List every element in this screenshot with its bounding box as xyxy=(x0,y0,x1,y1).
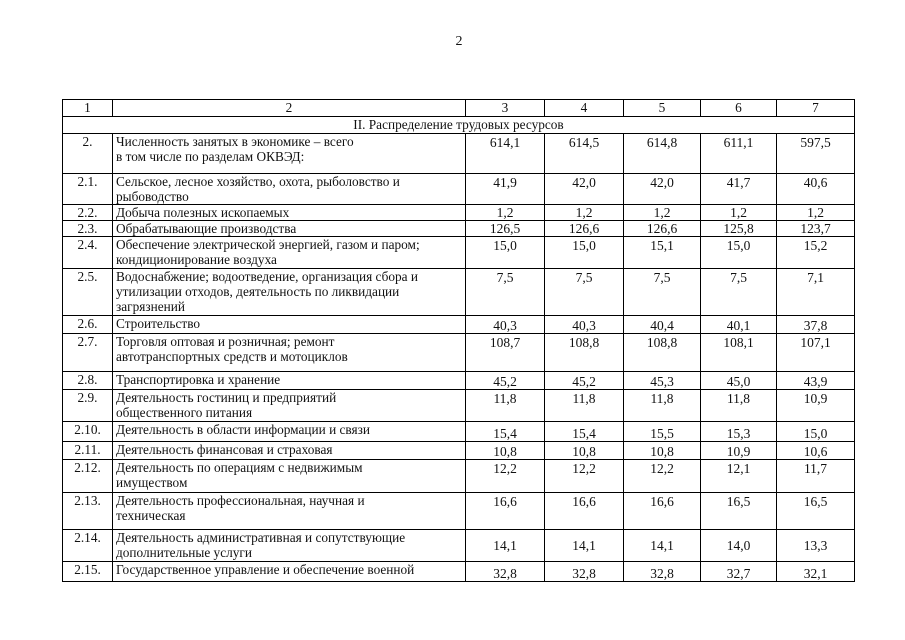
value-cell: 45,2 xyxy=(545,372,624,390)
row-name-line: Деятельность по операциям с недвижимым xyxy=(116,460,363,475)
value-cell: 14,0 xyxy=(701,530,777,562)
value-cell: 126,6 xyxy=(624,221,701,237)
row-code: 2.12. xyxy=(63,460,113,493)
header-cell: 6 xyxy=(701,100,777,117)
value-cell: 40,1 xyxy=(701,316,777,334)
value-cell: 14,1 xyxy=(466,530,545,562)
value-cell: 32,1 xyxy=(777,562,855,582)
value-cell: 11,8 xyxy=(624,390,701,422)
value-cell: 45,0 xyxy=(701,372,777,390)
value-cell: 40,4 xyxy=(624,316,701,334)
row-name-line: техническая xyxy=(116,508,186,523)
row-name-line: Численность занятых в экономике – всего xyxy=(116,134,354,149)
value-cell: 45,2 xyxy=(466,372,545,390)
value-cell: 15,4 xyxy=(466,422,545,442)
value-cell: 1,2 xyxy=(466,205,545,221)
row-name-line: Деятельность гостиниц и предприятий xyxy=(116,390,337,405)
row-name xyxy=(113,372,466,390)
table-row xyxy=(63,134,855,174)
row-name xyxy=(113,530,466,562)
value-cell: 7,5 xyxy=(466,269,545,316)
table-row xyxy=(63,237,855,269)
row-name-line: Деятельность административная и сопутствующие xyxy=(116,530,406,545)
value-cell: 15,0 xyxy=(701,237,777,269)
value-cell: 597,5 xyxy=(777,134,855,174)
row-name xyxy=(113,134,466,174)
value-cell: 15,1 xyxy=(624,237,701,269)
value-cell: 11,8 xyxy=(545,390,624,422)
value-cell: 14,1 xyxy=(624,530,701,562)
row-name xyxy=(113,174,466,205)
row-name-line: загрязнений xyxy=(116,299,185,314)
value-cell: 108,7 xyxy=(466,334,545,372)
section-title: II. Распределение трудовых ресурсов xyxy=(63,117,855,134)
value-cell: 10,8 xyxy=(624,442,701,460)
value-cell: 1,2 xyxy=(701,205,777,221)
table-row xyxy=(63,493,855,530)
row-name-line: общественного питания xyxy=(116,405,253,420)
value-cell: 107,1 xyxy=(777,334,855,372)
row-name-line: Транспортировка и хранение xyxy=(116,372,281,387)
value-cell: 16,6 xyxy=(624,493,701,530)
row-code: 2.6. xyxy=(63,316,113,334)
table-row xyxy=(63,530,855,562)
value-cell: 12,1 xyxy=(701,460,777,493)
value-cell: 7,5 xyxy=(545,269,624,316)
table-row xyxy=(63,442,855,460)
row-name xyxy=(113,442,466,460)
header-cell: 1 xyxy=(63,100,113,117)
row-name xyxy=(113,221,466,237)
value-cell: 15,0 xyxy=(466,237,545,269)
value-cell: 32,8 xyxy=(624,562,701,582)
value-cell: 108,1 xyxy=(701,334,777,372)
value-cell: 126,6 xyxy=(545,221,624,237)
row-name xyxy=(113,422,466,442)
row-name-line: дополнительные услуги xyxy=(116,545,252,560)
table-header-row xyxy=(63,100,855,117)
value-cell: 1,2 xyxy=(777,205,855,221)
row-name-line: Государственное управление и обеспечение военной xyxy=(116,562,415,577)
value-cell: 15,2 xyxy=(777,237,855,269)
value-cell: 12,2 xyxy=(545,460,624,493)
value-cell: 43,9 xyxy=(777,372,855,390)
labor-resources-table xyxy=(62,99,855,582)
row-name-line: Обрабатывающие производства xyxy=(116,221,297,236)
row-name-line: Сельское, лесное хозяйство, охота, рыболовство и xyxy=(116,174,400,189)
table-row xyxy=(63,334,855,372)
value-cell: 16,5 xyxy=(777,493,855,530)
row-code: 2.2. xyxy=(63,205,113,221)
value-cell: 10,6 xyxy=(777,442,855,460)
row-code: 2.9. xyxy=(63,390,113,422)
row-name xyxy=(113,237,466,269)
value-cell: 10,8 xyxy=(545,442,624,460)
row-code: 2.14. xyxy=(63,530,113,562)
row-name-line: Водоснабжение; водоотведение, организация сбора и xyxy=(116,269,419,284)
value-cell: 614,1 xyxy=(466,134,545,174)
value-cell: 11,7 xyxy=(777,460,855,493)
value-cell: 7,5 xyxy=(624,269,701,316)
row-name-line: Деятельность в области информации и связи xyxy=(116,422,371,437)
row-name-line: утилизации отходов, деятельность по ликвидации xyxy=(116,284,400,299)
value-cell: 13,3 xyxy=(777,530,855,562)
value-cell: 41,9 xyxy=(466,174,545,205)
value-cell: 7,5 xyxy=(701,269,777,316)
row-code: 2.1. xyxy=(63,174,113,205)
value-cell: 614,8 xyxy=(624,134,701,174)
value-cell: 45,3 xyxy=(624,372,701,390)
value-cell: 15,4 xyxy=(545,422,624,442)
header-cell: 4 xyxy=(545,100,624,117)
row-code: 2.13. xyxy=(63,493,113,530)
value-cell: 614,5 xyxy=(545,134,624,174)
value-cell: 37,8 xyxy=(777,316,855,334)
value-cell: 11,8 xyxy=(701,390,777,422)
header-cell: 2 xyxy=(113,100,466,117)
row-name-line: автотранспортных средств и мотоциклов xyxy=(116,349,348,364)
row-name-line: имуществом xyxy=(116,475,188,490)
row-name-line: Деятельность профессиональная, научная и xyxy=(116,493,365,508)
row-name xyxy=(113,334,466,372)
row-code: 2.5. xyxy=(63,269,113,316)
row-name-line: кондиционирование воздуха xyxy=(116,252,277,267)
value-cell: 12,2 xyxy=(624,460,701,493)
row-name-line: Деятельность финансовая и страховая xyxy=(116,442,333,457)
value-cell: 10,8 xyxy=(466,442,545,460)
value-cell: 40,3 xyxy=(466,316,545,334)
value-cell: 16,6 xyxy=(466,493,545,530)
row-name-line: Обеспечение электрической энергией, газом и паром; xyxy=(116,237,420,252)
value-cell: 16,6 xyxy=(545,493,624,530)
value-cell: 42,0 xyxy=(545,174,624,205)
value-cell: 15,0 xyxy=(777,422,855,442)
row-code: 2.11. xyxy=(63,442,113,460)
row-code: 2.8. xyxy=(63,372,113,390)
row-name-line: рыбоводство xyxy=(116,189,189,204)
header-cell: 5 xyxy=(624,100,701,117)
value-cell: 14,1 xyxy=(545,530,624,562)
row-name-line: Добыча полезных ископаемых xyxy=(116,205,290,220)
value-cell: 10,9 xyxy=(777,390,855,422)
value-cell: 126,5 xyxy=(466,221,545,237)
row-code: 2. xyxy=(63,134,113,174)
page-number: 2 xyxy=(455,34,463,49)
value-cell: 40,3 xyxy=(545,316,624,334)
section-title-row xyxy=(63,117,855,134)
row-name-line: Строительство xyxy=(116,316,201,331)
value-cell: 11,8 xyxy=(466,390,545,422)
table-row xyxy=(63,562,855,582)
row-name xyxy=(113,269,466,316)
table-row xyxy=(63,269,855,316)
table-row xyxy=(63,205,855,221)
table-row xyxy=(63,460,855,493)
row-name xyxy=(113,390,466,422)
value-cell: 10,9 xyxy=(701,442,777,460)
value-cell: 32,7 xyxy=(701,562,777,582)
row-name-line: Торговля оптовая и розничная; ремонт xyxy=(116,334,335,349)
row-name-line: в том числе по разделам ОКВЭД: xyxy=(116,149,305,164)
header-cell: 7 xyxy=(777,100,855,117)
row-code: 2.7. xyxy=(63,334,113,372)
value-cell: 32,8 xyxy=(545,562,624,582)
value-cell: 125,8 xyxy=(701,221,777,237)
value-cell: 12,2 xyxy=(466,460,545,493)
value-cell: 32,8 xyxy=(466,562,545,582)
value-cell: 15,5 xyxy=(624,422,701,442)
value-cell: 123,7 xyxy=(777,221,855,237)
value-cell: 108,8 xyxy=(624,334,701,372)
value-cell: 611,1 xyxy=(701,134,777,174)
row-code: 2.10. xyxy=(63,422,113,442)
value-cell: 7,1 xyxy=(777,269,855,316)
row-name xyxy=(113,205,466,221)
row-code: 2.3. xyxy=(63,221,113,237)
value-cell: 16,5 xyxy=(701,493,777,530)
table-row xyxy=(63,372,855,390)
table-row xyxy=(63,422,855,442)
value-cell: 15,3 xyxy=(701,422,777,442)
table-row xyxy=(63,221,855,237)
value-cell: 40,6 xyxy=(777,174,855,205)
value-cell: 1,2 xyxy=(545,205,624,221)
table-row xyxy=(63,174,855,205)
row-name xyxy=(113,493,466,530)
value-cell: 41,7 xyxy=(701,174,777,205)
header-cell: 3 xyxy=(466,100,545,117)
value-cell: 1,2 xyxy=(624,205,701,221)
row-code: 2.4. xyxy=(63,237,113,269)
row-code: 2.15. xyxy=(63,562,113,582)
table-row xyxy=(63,316,855,334)
row-name xyxy=(113,562,466,582)
value-cell: 108,8 xyxy=(545,334,624,372)
value-cell: 15,0 xyxy=(545,237,624,269)
row-name xyxy=(113,460,466,493)
value-cell: 42,0 xyxy=(624,174,701,205)
table-row xyxy=(63,390,855,422)
row-name xyxy=(113,316,466,334)
